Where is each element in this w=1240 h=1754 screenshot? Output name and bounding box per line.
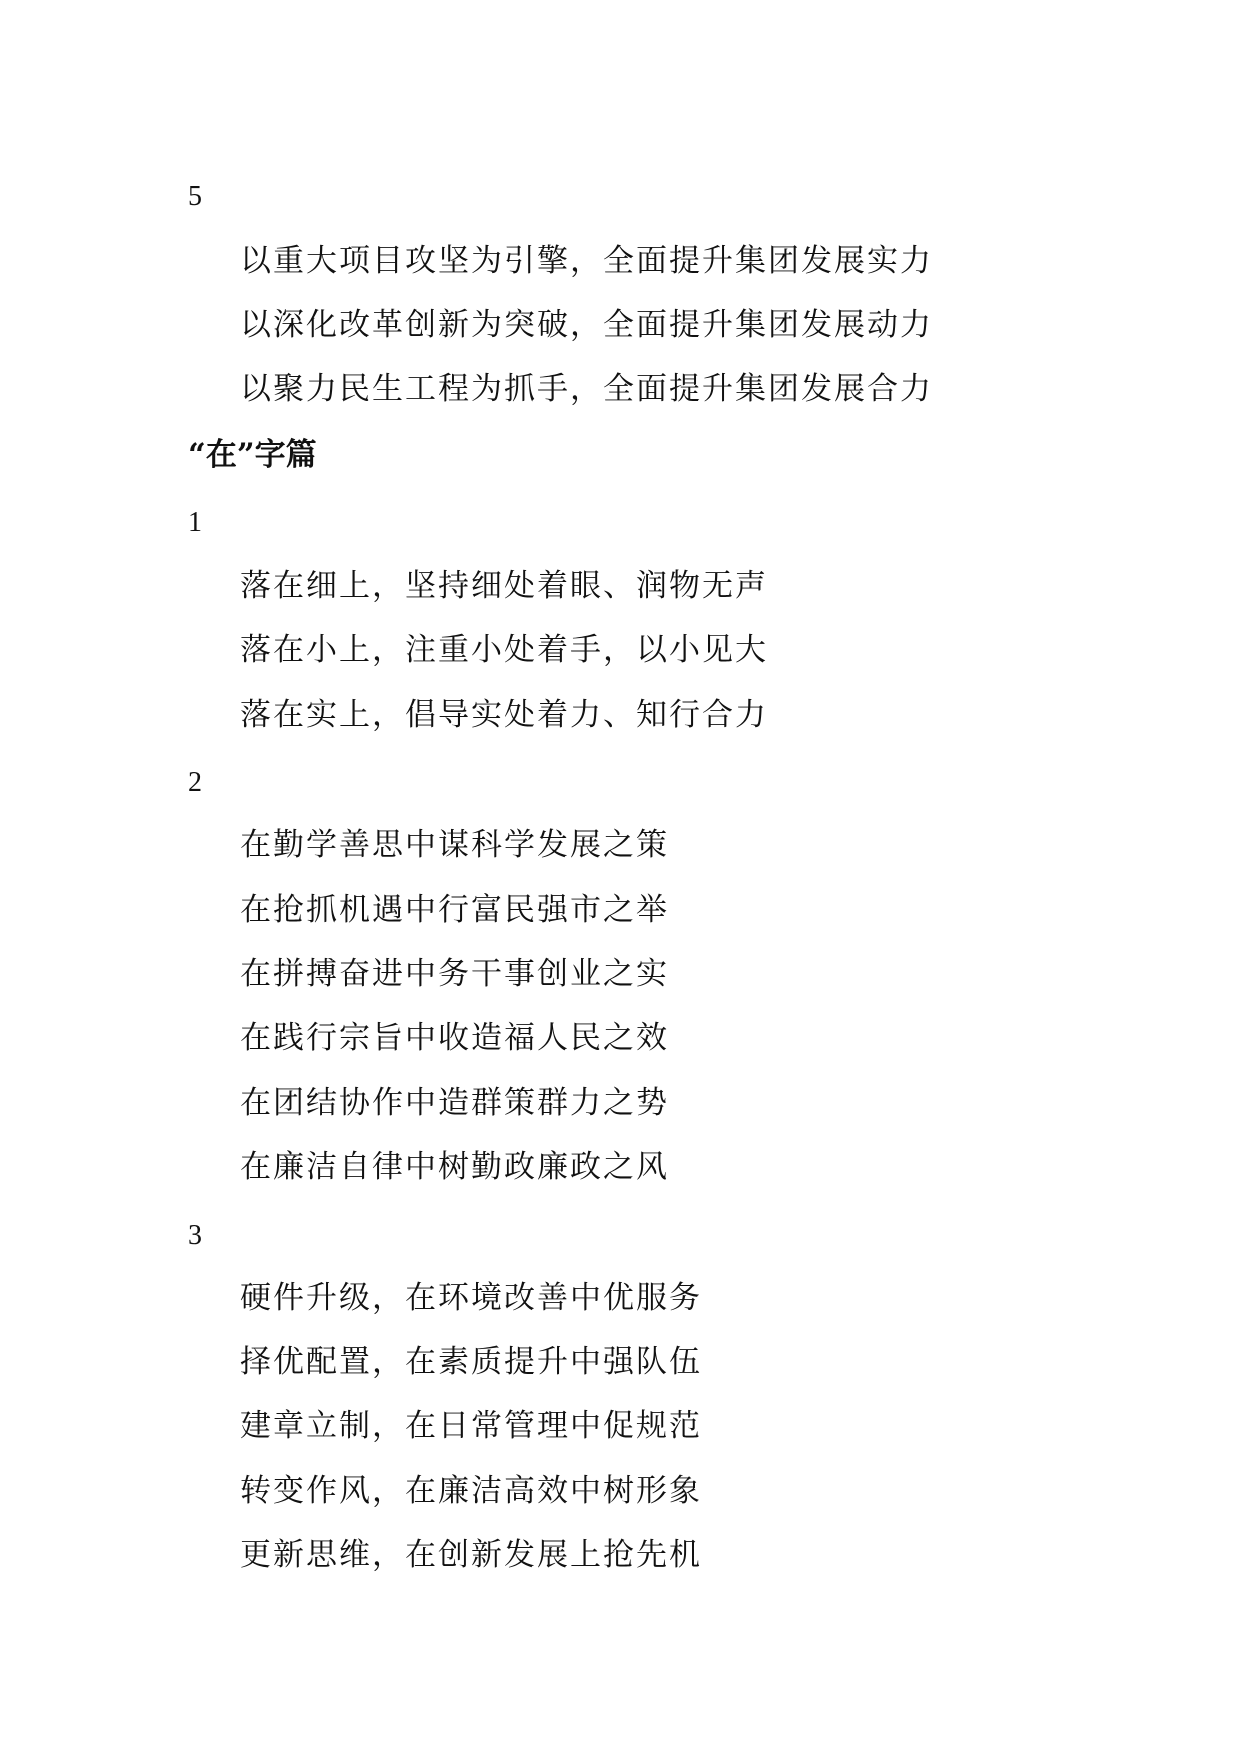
- chapter-heading: “在”字篇: [188, 437, 317, 473]
- section-line: 落在实上，倡导实处着力、知行合力: [240, 697, 768, 733]
- section-line: 在廉洁自律中树勤政廉政之风: [240, 1149, 669, 1185]
- section-line: 在践行宗旨中收造福人民之效: [240, 1020, 669, 1056]
- section-line: 在拼搏奋进中务干事创业之实: [240, 956, 669, 992]
- section-line: 在勤学善思中谋科学发展之策: [240, 827, 669, 863]
- section-number: 1: [188, 507, 202, 538]
- section-line: 转变作风，在廉洁高效中树形象: [240, 1473, 702, 1509]
- section-line: 硬件升级，在环境改善中优服务: [240, 1280, 702, 1316]
- section-line: 在抢抓机遇中行富民强市之举: [240, 892, 669, 928]
- section-line: 择优配置，在素质提升中强队伍: [240, 1344, 702, 1380]
- section-line: 更新思维，在创新发展上抢先机: [240, 1537, 702, 1573]
- section-line: 以重大项目攻坚为引擎，全面提升集团发展实力: [240, 243, 933, 279]
- section-line: 以深化改革创新为突破，全面提升集团发展动力: [240, 307, 933, 343]
- section-line: 以聚力民生工程为抓手，全面提升集团发展合力: [240, 371, 933, 407]
- section-number: 2: [188, 767, 202, 798]
- section-line: 在团结协作中造群策群力之势: [240, 1085, 669, 1121]
- section-line: 落在细上，坚持细处着眼、润物无声: [240, 568, 768, 604]
- section-number: 3: [188, 1220, 202, 1251]
- section-line: 建章立制，在日常管理中促规范: [240, 1408, 702, 1444]
- section-number: 5: [188, 181, 202, 212]
- section-line: 落在小上，注重小处着手，以小见大: [240, 632, 768, 668]
